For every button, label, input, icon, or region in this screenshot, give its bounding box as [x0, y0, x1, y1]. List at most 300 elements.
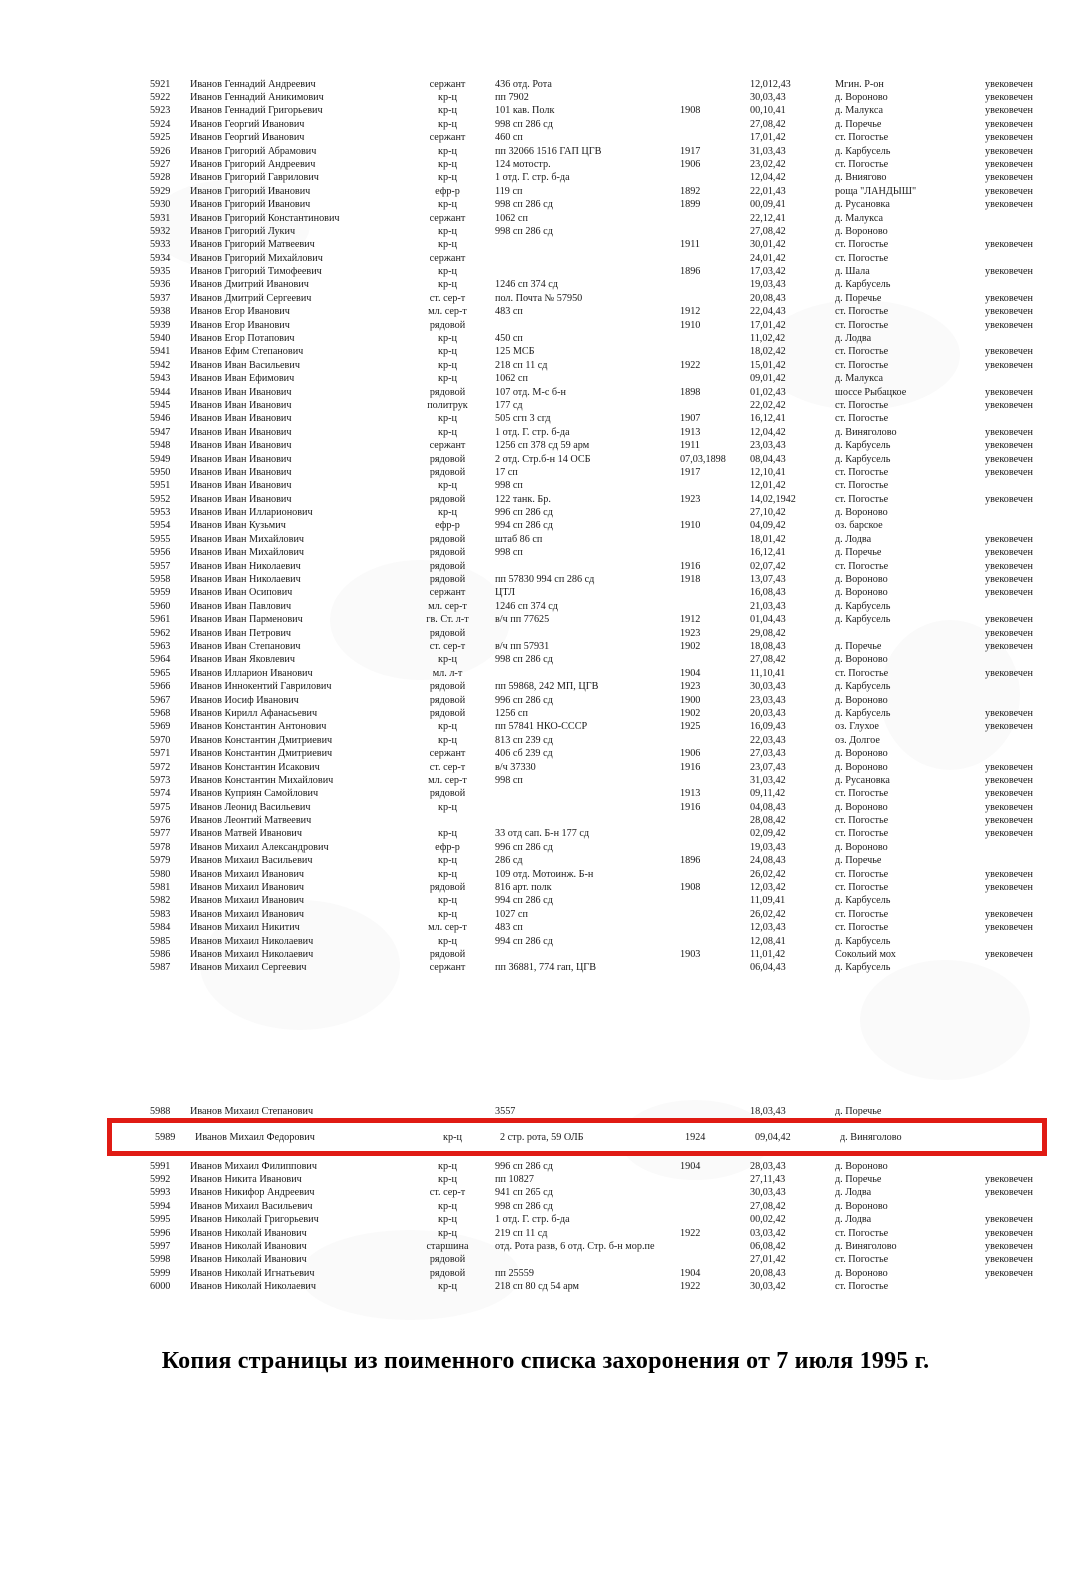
record-place: д. Карбусель — [835, 895, 891, 907]
record-unit: 107 отд. М-с б-н — [495, 386, 566, 398]
record-name: Иванов Иван Иванович — [190, 386, 292, 398]
record-death-date: 27,01,42 — [750, 1254, 786, 1266]
record-rank: кр-ц — [438, 199, 457, 211]
record-place: д. Карбусель — [835, 453, 891, 465]
record-note: увековечен — [985, 78, 1034, 90]
record-birth-year: 1917 — [680, 145, 701, 157]
record-note: увековечен — [985, 118, 1034, 130]
record-number: 5955 — [150, 533, 171, 545]
table-row — [120, 1240, 1085, 1253]
record-birth-year — [680, 908, 750, 921]
table-row — [120, 895, 1085, 908]
record-note: увековечен — [985, 627, 1034, 639]
record-death-date: 21,03,43 — [750, 600, 786, 612]
table-row — [120, 158, 1085, 171]
record-birth-year: 1904 — [680, 667, 701, 679]
record-unit — [495, 265, 680, 278]
record-place: Мгин. Р-он — [835, 78, 884, 90]
record-name: Иванов Егор Иванович — [190, 319, 290, 331]
record-rank: кр-ц — [438, 118, 457, 130]
record-name: Иванов Егор Иванович — [190, 306, 290, 318]
record-place: д. Карбусель — [835, 279, 891, 291]
record-death-date: 17,03,42 — [750, 266, 786, 278]
record-place: д. Поречье — [835, 547, 882, 559]
record-number: 5961 — [150, 614, 171, 626]
record-unit: 998 сп 286 сд — [495, 1200, 553, 1212]
partial-record-row — [120, 1106, 980, 1116]
record-rank: кр-ц — [438, 145, 457, 157]
table-row — [120, 252, 1085, 265]
record-number: 5931 — [150, 212, 171, 224]
record-name: Иванов Иван Илларионович — [190, 507, 313, 519]
record-note: увековечен — [985, 426, 1034, 438]
record-rank: политрук — [427, 399, 468, 411]
record-place: ст. Погостье — [835, 346, 889, 358]
record-place: ст. Погостье — [835, 306, 889, 318]
record-name: Иванов Илларион Иванович — [190, 667, 313, 679]
record-place: д. Вороново — [835, 1267, 888, 1279]
record-unit: штаб 86 сп — [495, 533, 543, 545]
record-name: Иванов Константин Исакович — [190, 761, 320, 773]
record-number: 5980 — [150, 868, 171, 880]
record-name: Иванов Георгий Иванович — [190, 132, 305, 144]
table-row — [120, 520, 1085, 533]
record-death-date: 12,10,41 — [750, 466, 786, 478]
table-row — [120, 600, 1085, 613]
record-place: д. Вороново — [835, 654, 888, 666]
record-number: 5937 — [150, 292, 171, 304]
record-name: Иванов Леонтий Матвеевич — [190, 815, 312, 827]
record-rank: кр-ц — [443, 1132, 462, 1143]
record-place: ст. Погостье — [835, 560, 889, 572]
record-number: 5994 — [150, 1200, 171, 1212]
record-note: увековечен — [985, 1254, 1034, 1266]
record-name: Иванов Николай Иванович — [190, 1254, 307, 1266]
record-birth-year — [680, 172, 750, 185]
record-number: 5973 — [150, 774, 171, 786]
record-death-date: 27,08,42 — [750, 1200, 786, 1212]
table-row — [120, 962, 1085, 975]
record-unit: 996 сп 286 сд — [495, 841, 553, 853]
record-note: увековечен — [985, 1173, 1034, 1185]
record-unit: 17 сп — [495, 466, 518, 478]
record-place: ст. Погостье — [835, 359, 889, 371]
record-name: Иванов Григорий Иванович — [190, 199, 311, 211]
record-number: 5983 — [150, 908, 171, 920]
record-unit: 998 сп 286 сд — [495, 225, 553, 237]
record-place: д. Лодва — [835, 333, 872, 345]
record-birth-year — [680, 399, 750, 412]
table-row — [120, 1227, 1085, 1240]
record-unit: 436 отд. Рота — [495, 78, 552, 90]
record-birth-year — [680, 132, 750, 145]
record-place: д. Карбусель — [835, 440, 891, 452]
record-name: Иванов Иван Иванович — [190, 453, 292, 465]
record-death-date: 30,01,42 — [750, 239, 786, 251]
record-name: Иванов Иван Иванович — [190, 426, 292, 438]
record-unit: 996 сп 286 сд — [495, 507, 553, 519]
table-row — [120, 681, 1085, 694]
record-place: д. Вороново — [835, 694, 888, 706]
record-place: д. Виняголово — [840, 1132, 902, 1143]
record-unit: 994 сп 286 сд — [495, 895, 553, 907]
record-death-date: 30,03,43 — [750, 1187, 786, 1199]
record-birth-year — [680, 252, 750, 265]
record-rank: кр-ц — [438, 1200, 457, 1212]
record-place: д. Лодва — [835, 1187, 872, 1199]
record-rank: кр-ц — [438, 359, 457, 371]
record-rank: ст. сер-т — [429, 641, 466, 652]
record-unit: 2 стр. рота, 59 ОЛБ — [500, 1132, 584, 1143]
record-name: Иванов Иван Парменович — [190, 614, 303, 626]
record-place: ст. Погостье — [835, 493, 889, 505]
record-number: 5977 — [150, 828, 171, 840]
record-note: увековечен — [985, 306, 1034, 318]
table-row — [120, 640, 1085, 653]
table-row — [120, 694, 1085, 707]
record-birth-year — [680, 1240, 750, 1253]
record-place: д. Виняголово — [835, 426, 897, 438]
record-death-date: 28,03,43 — [750, 1160, 786, 1172]
record-unit: в/ч пп 77625 — [495, 614, 550, 626]
record-number: 5984 — [150, 922, 171, 934]
record-rank: кр-ц — [438, 721, 457, 733]
record-death-date: 12,03,43 — [750, 922, 786, 934]
record-place: д. Вороново — [835, 587, 888, 599]
record-unit: 816 арт. полк — [495, 882, 552, 894]
record-number: 5969 — [150, 721, 171, 733]
record-name: Иванов Куприян Самойлович — [190, 788, 319, 800]
record-number: 5972 — [150, 761, 171, 773]
table-row — [120, 948, 1085, 961]
record-unit — [495, 252, 680, 265]
record-place: д. Вниягово — [835, 172, 887, 184]
record-unit — [495, 814, 680, 827]
record-place: д. Вороново — [835, 225, 888, 237]
record-note — [985, 225, 1085, 238]
record-death-date: 01,04,43 — [750, 614, 786, 626]
record-birth-year — [680, 774, 750, 787]
record-birth-year: 1912 — [680, 614, 701, 626]
table-row — [120, 346, 1085, 359]
record-number: 5936 — [150, 279, 171, 291]
record-note: увековечен — [985, 91, 1034, 103]
record-number: 5982 — [150, 895, 171, 907]
record-number: 5997 — [150, 1240, 171, 1252]
record-number: 5975 — [150, 801, 171, 813]
record-number: 5992 — [150, 1173, 171, 1185]
table-row — [120, 306, 1085, 319]
record-unit — [495, 788, 680, 801]
record-number: 5998 — [150, 1254, 171, 1266]
record-rank: рядовой — [429, 788, 466, 800]
record-death-date: 16,09,43 — [750, 721, 786, 733]
record-name: Иванов Михаил Васильевич — [190, 855, 313, 867]
record-note: увековечен — [985, 292, 1034, 304]
record-unit: 2 отд. Стр.б-н 14 ОСБ — [495, 453, 591, 465]
record-name: Иванов Иван Осипович — [190, 587, 293, 599]
record-number: 5942 — [150, 359, 171, 371]
record-place: д. Шала — [835, 266, 870, 278]
record-note — [985, 895, 1085, 908]
record-birth-year: 1896 — [680, 266, 701, 278]
record-number: 5979 — [150, 855, 171, 867]
record-death-date: 12,012,43 — [750, 78, 791, 90]
record-unit: 998 сп — [495, 480, 523, 492]
record-birth-year: 1924 — [685, 1132, 706, 1143]
record-unit: 505 сгп 3 сгд — [495, 413, 551, 425]
record-unit: 101 кав. Полк — [495, 105, 555, 117]
record-number: 5944 — [150, 386, 171, 398]
record-death-date: 16,12,41 — [750, 413, 786, 425]
record-rank: рядовой — [429, 493, 466, 505]
record-name: Иванов Иван Васильевич — [190, 359, 300, 371]
record-name: Иванов Иннокентий Гаврилович — [190, 681, 332, 693]
record-birth-year: 1925 — [680, 721, 701, 733]
record-number: 5993 — [150, 1187, 171, 1199]
record-note: увековечен — [985, 1267, 1034, 1279]
record-name: Иванов Иван Кузьмич — [190, 520, 286, 532]
record-rank: рядовой — [429, 453, 466, 465]
record-number: 5950 — [150, 466, 171, 478]
record-rank: кр-ц — [438, 225, 457, 237]
record-rank: кр-ц — [438, 801, 457, 813]
record-place: д. Вороново — [835, 761, 888, 773]
record-unit — [495, 801, 680, 814]
record-rank: кр-ц — [438, 828, 457, 840]
record-death-date: 22,01,43 — [750, 185, 786, 197]
record-note — [985, 681, 1085, 694]
record-rank: мл. сер-т — [428, 306, 467, 318]
record-place: д. Поречье — [835, 1173, 882, 1185]
record-place: д. Поречье — [835, 855, 882, 867]
record-name: Иванов Иван Иванович — [190, 399, 292, 411]
record-birth-year — [680, 292, 750, 305]
record-name: Иванов Григорий Иванович — [190, 185, 311, 197]
record-death-date: 12,03,42 — [750, 882, 786, 894]
record-note — [985, 413, 1085, 426]
record-death-date: 02,07,42 — [750, 560, 786, 572]
record-place: ст. Погостье — [835, 667, 889, 679]
record-unit: 1 отд. Г. стр. б-да — [495, 426, 570, 438]
record-unit: 3557 — [495, 1106, 516, 1116]
record-note: увековечен — [985, 707, 1034, 719]
record-note — [985, 279, 1085, 292]
record-death-date: 11,10,41 — [750, 667, 786, 679]
record-birth-year — [680, 480, 750, 493]
record-note: увековечен — [985, 132, 1034, 144]
record-note: увековечен — [985, 587, 1034, 599]
record-unit: 119 сп — [495, 185, 523, 197]
record-rank: кр-ц — [438, 1227, 457, 1239]
record-birth-year: 1910 — [680, 520, 701, 532]
record-unit: 1256 сп 378 сд 59 арм — [495, 440, 590, 452]
record-death-date: 09,01,42 — [750, 373, 786, 385]
record-birth-year — [680, 1187, 750, 1200]
record-name: Иванов Иван Михайлович — [190, 547, 305, 559]
scanned-burial-list-continued — [120, 1160, 1034, 1294]
record-birth-year — [680, 547, 750, 560]
burial-records-table — [120, 78, 1085, 975]
record-name: Иванов Григорий Константинович — [190, 212, 340, 224]
record-birth-year — [680, 922, 750, 935]
record-number: 5966 — [150, 681, 171, 693]
record-birth-year — [680, 212, 750, 225]
table-row — [120, 828, 1085, 841]
record-place: д. Вороново — [835, 91, 888, 103]
table-row — [120, 573, 1085, 586]
record-number: 5991 — [150, 1160, 171, 1172]
record-name: Иванов Михаил Николаевич — [190, 948, 314, 960]
record-death-date: 22,12,41 — [750, 212, 786, 224]
record-note: увековечен — [985, 641, 1034, 652]
record-note: увековечен — [985, 399, 1034, 411]
record-note — [985, 841, 1085, 854]
record-number: 5923 — [150, 105, 171, 117]
record-birth-year: 1906 — [680, 158, 701, 170]
record-rank: кр-ц — [438, 239, 457, 251]
record-number: 5927 — [150, 158, 171, 170]
record-number: 5987 — [150, 962, 171, 974]
record-birth-year — [680, 962, 750, 975]
record-death-date: 22,04,43 — [750, 306, 786, 318]
record-place: ст. Погостье — [835, 1281, 889, 1293]
record-rank: ст. сер-т — [429, 1187, 466, 1199]
table-row — [120, 373, 1085, 386]
record-birth-year: 1898 — [680, 386, 701, 398]
record-note: увековечен — [985, 547, 1034, 559]
table-row — [120, 614, 1085, 627]
table-row — [120, 440, 1085, 453]
record-number: 5935 — [150, 266, 171, 278]
record-name: Иванов Григорий Тимофеевич — [190, 266, 322, 278]
table-row — [120, 265, 1085, 278]
record-number: 5958 — [150, 574, 171, 586]
record-death-date: 09,11,42 — [750, 788, 786, 800]
record-name: Иванов Константин Дмитриевич — [190, 748, 333, 760]
record-unit: 177 сд — [495, 399, 523, 411]
record-rank: мл. л-т — [432, 667, 463, 679]
record-rank: ефр-р — [435, 841, 460, 853]
record-note — [985, 694, 1085, 707]
table-row — [120, 359, 1085, 372]
record-note: увековечен — [985, 774, 1034, 786]
record-rank: ст. сер-т — [429, 292, 466, 304]
record-number: 5995 — [150, 1214, 171, 1226]
record-birth-year — [680, 279, 750, 292]
record-place: д. Поречье — [835, 292, 882, 304]
record-place: ст. Погостье — [835, 922, 889, 934]
record-number: 5981 — [150, 882, 171, 894]
record-unit: 1256 сп — [495, 707, 528, 719]
table-row — [120, 78, 1085, 91]
record-rank: гв. Ст. л-т — [426, 614, 469, 626]
record-number: 5959 — [150, 587, 171, 599]
record-unit: пп 59868, 242 МП, ЦГВ — [495, 681, 599, 693]
record-death-date: 27,08,42 — [750, 654, 786, 666]
record-rank: мл. сер-т — [428, 922, 467, 934]
record-note — [985, 600, 1085, 613]
record-note: увековечен — [985, 440, 1034, 452]
record-place: оз. барское — [835, 520, 883, 532]
record-name: Иванов Дмитрий Сергеевич — [190, 292, 312, 304]
record-rank: кр-ц — [438, 373, 457, 385]
record-rank: рядовой — [429, 547, 466, 559]
record-number: 5941 — [150, 346, 171, 358]
record-birth-year — [680, 734, 750, 747]
record-birth-year — [680, 533, 750, 546]
record-name: Иванов Михаил Сергеевич — [190, 962, 307, 974]
table-row — [120, 935, 1085, 948]
record-unit: 109 отд. Мотоинж. Б-н — [495, 868, 594, 880]
record-birth-year: 1892 — [680, 185, 701, 197]
record-number: 5951 — [150, 480, 171, 492]
record-birth-year — [680, 507, 750, 520]
record-death-date: 26,02,42 — [750, 868, 786, 880]
record-death-date: 28,08,42 — [750, 815, 786, 827]
record-birth-year — [680, 1173, 750, 1186]
record-number: 5932 — [150, 225, 171, 237]
table-row — [120, 1254, 1085, 1267]
record-name: Иванов Иван Иванович — [190, 440, 292, 452]
table-row — [120, 105, 1085, 118]
record-rank: кр-ц — [438, 333, 457, 345]
record-note: увековечен — [985, 466, 1034, 478]
record-unit: 998 сп 286 сд — [495, 199, 553, 211]
record-death-date: 17,01,42 — [750, 132, 786, 144]
record-name: Иванов Иван Иванович — [190, 480, 292, 492]
record-place: д. Поречье — [835, 118, 882, 130]
record-name: Иванов Иван Яковлевич — [190, 654, 295, 666]
record-rank: кр-ц — [438, 734, 457, 746]
record-death-date: 23,07,43 — [750, 761, 786, 773]
record-death-date: 27,08,42 — [750, 225, 786, 237]
record-unit: 1 отд. Г. стр. б-да — [495, 1214, 570, 1226]
record-number: 5968 — [150, 707, 171, 719]
record-rank: рядовой — [429, 1254, 466, 1266]
record-death-date: 01,02,43 — [750, 386, 786, 398]
table-row — [120, 132, 1085, 145]
record-number: 5949 — [150, 453, 171, 465]
record-number: 5945 — [150, 399, 171, 411]
record-place: д. Карбусель — [835, 962, 891, 974]
record-birth-year: 1913 — [680, 426, 701, 438]
record-unit: ЦТЛ — [495, 587, 515, 599]
record-birth-year: 1903 — [680, 948, 701, 960]
record-rank: рядовой — [429, 681, 466, 693]
record-number: 5967 — [150, 694, 171, 706]
record-rank: сержант — [429, 212, 466, 224]
record-birth-year — [680, 346, 750, 359]
record-rank: рядовой — [429, 319, 466, 331]
record-name: Иванов Иван Николаевич — [190, 574, 301, 586]
table-row — [120, 721, 1085, 734]
record-note: увековечен — [985, 721, 1034, 733]
record-unit: 941 сп 265 сд — [495, 1187, 553, 1199]
record-birth-year — [680, 600, 750, 613]
record-note: увековечен — [985, 533, 1034, 545]
record-unit — [495, 1254, 680, 1267]
record-note — [985, 748, 1085, 761]
record-unit: пп 32066 1516 ГАП ЦГВ — [495, 145, 602, 157]
record-place: ст. Погостье — [835, 908, 889, 920]
record-birth-year: 1923 — [680, 493, 701, 505]
table-row — [120, 761, 1085, 774]
record-name: Иванов Григорий Михайлович — [190, 252, 323, 264]
table-row — [120, 453, 1085, 466]
record-number: 5928 — [150, 172, 171, 184]
record-name: Иванов Матвей Иванович — [190, 828, 302, 840]
